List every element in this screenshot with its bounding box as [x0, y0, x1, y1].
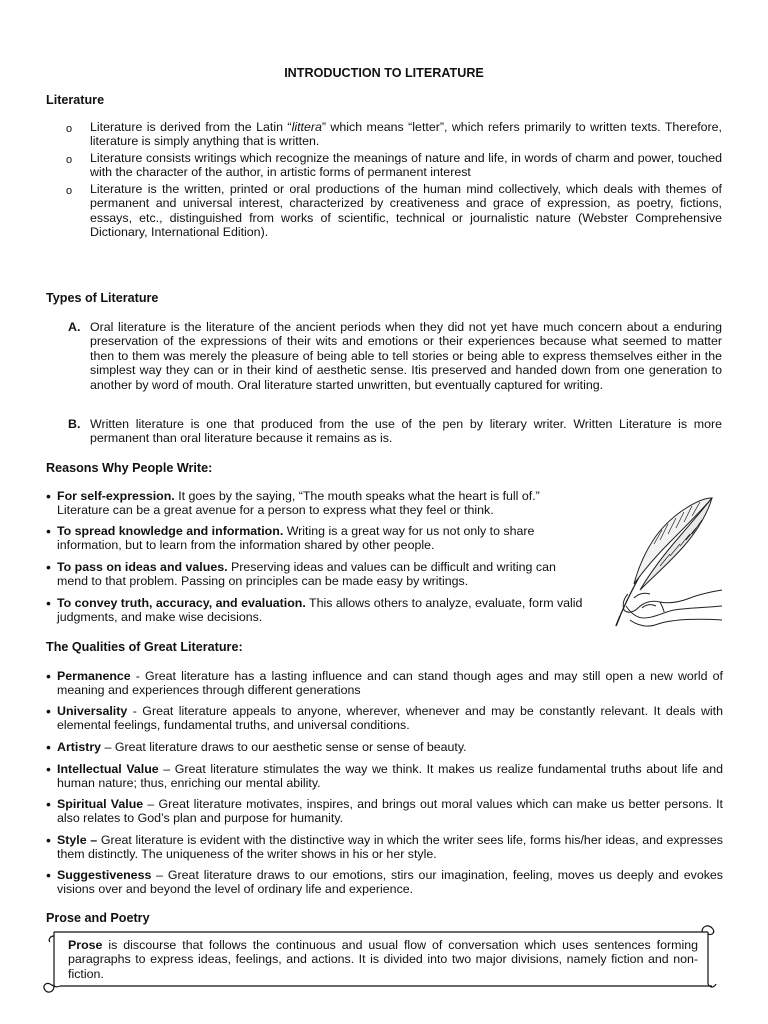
list-bullet: • — [46, 796, 51, 812]
list-bullet: • — [46, 523, 51, 539]
reason-title: To spread knowledge and information. — [57, 524, 284, 538]
quality-text: - Great literature has a lasting influence and can stand though ages and may still open a new world of meaning and experiences through different generations — [57, 669, 723, 698]
list-bullet: • — [46, 488, 51, 504]
quality-text: Great literature is evident with the distinctive way in which the writer sees life, forms his/her ideas, and expresses them distinctly. The uniqueness of the writer shows in his or her style. — [57, 833, 724, 862]
written-literature-text: Written literature is one that produced from the use of the pen by literary writer. Written Literature is more permanent than oral literature because it remains as is. — [90, 417, 722, 446]
quality-title: Universality — [57, 704, 128, 718]
list-bullet: • — [46, 595, 51, 611]
quality-text: – Great literature draws to our aesthetic sense or sense of beauty. — [101, 740, 467, 754]
literature-definition-2: Literature consists writings which recognize the meanings of nature and life, in words of charm and power, touched with the character of the author, in artistic forms of permanent interest — [90, 151, 722, 180]
reason-title: To convey truth, accuracy, and evaluation. — [57, 596, 306, 610]
literature-definition-1 — [90, 120, 722, 149]
list-bullet: • — [46, 668, 51, 684]
reason-item — [57, 489, 584, 518]
reason-text: This allows others to analyze, evaluate, form valid judgments, and make wise decisions. — [57, 596, 583, 625]
item-letter-b: B. — [68, 417, 81, 431]
quality-item — [57, 797, 723, 826]
list-bullet: o — [66, 123, 73, 135]
latin-term: littera — [291, 120, 322, 134]
list-bullet: • — [46, 832, 51, 848]
quality-text: – Great literature motivates, inspires, and brings out moral values which can make us better persons. It also relates to God’s plan and purpose for humanity. — [57, 797, 723, 826]
reason-item — [57, 524, 584, 553]
quality-item — [57, 868, 723, 897]
prose-poetry-heading: Prose and Poetry — [46, 911, 150, 925]
reason-item — [57, 560, 584, 589]
list-bullet: • — [46, 761, 51, 777]
quality-title: Style – — [57, 833, 98, 847]
list-bullet: o — [66, 154, 73, 166]
list-bullet: • — [46, 559, 51, 575]
quality-title: Artistry — [57, 740, 102, 754]
reason-text: Writing is a great way for us not only to share information, but to learn from the information shared by other people. — [57, 524, 535, 553]
quality-item — [57, 669, 723, 698]
item-letter-a: A. — [68, 320, 81, 334]
reason-title: For self-expression. — [57, 489, 175, 503]
literature-heading: Literature — [46, 93, 105, 107]
quality-item — [57, 762, 723, 791]
list-bullet: o — [66, 185, 73, 197]
reasons-heading: Reasons Why People Write: — [46, 461, 213, 475]
quill-hand-icon — [604, 494, 724, 634]
list-bullet: • — [46, 867, 51, 883]
quality-title: Permanence — [57, 669, 131, 683]
types-heading: Types of Literature — [46, 291, 159, 305]
reason-item — [57, 596, 584, 625]
reason-text: Preserving ideas and values can be difficult and writing can mend to that problem. Passing on principles can be made easy by writings. — [57, 560, 556, 589]
quality-item — [57, 740, 723, 754]
reason-text: It goes by the saying, “The mouth speaks what the heart is full of.” Literature can be a great avenue for a person to express what they feel or think. — [57, 489, 540, 518]
quality-item — [57, 833, 723, 862]
list-bullet: • — [46, 739, 51, 755]
quality-text: – Great literature draws to our emotions, stirs our imagination, feeling, moves us deeply and evokes visions over and beyond the level of ordinary life and experience. — [57, 868, 723, 897]
prose-text: is discourse that follows the continuous and usual flow of conversation which uses sentences forming paragraphs to express ideas, feelings, and actions. It is divided into two major divisions, namely fiction and non-fiction. — [68, 938, 698, 981]
definition-text-pre: Literature is derived from the Latin “ — [90, 120, 292, 134]
quality-title: Spiritual Value — [57, 797, 144, 811]
quality-title: Suggestiveness — [57, 868, 152, 882]
definition-text-post: ” which means “letter”, which refers primarily to written texts. Therefore, literature is simply anything that is written. — [90, 120, 723, 149]
quality-title: Intellectual Value — [57, 762, 159, 776]
oral-literature-text: Oral literature is the literature of the ancient periods when they did not yet have much concern about a enduring preservation of the expressions of their wits and emotions or their experiences because what seemed to matter then to them was merely the pleasure of being able to tell stories or being able to express themselves either in the simplest way they can or in their kind of aesthetic sense. Itis preserved and handed down from one generation to another by word of mouth. Oral literature started unwritten, but eventually captured for writing. — [90, 320, 722, 392]
qualities-heading: The Qualities of Great Literature: — [46, 640, 243, 654]
quality-item — [57, 704, 723, 733]
list-bullet: • — [46, 703, 51, 719]
quality-text: - Great literature appeals to anyone, wherever, whenever and may be constantly relevant. It deals with elemental feelings, fundamental truths, and universal conditions. — [57, 704, 723, 733]
literature-definition-3: Literature is the written, printed or oral productions of the human mind collectively, which deals with themes of permanent and universal interest, characterized by creativeness and grace of expression, as poetry, fictions, essays, etc., distinguished from works of scientific, technical or journalistic nature (Webster Comprehensive Dictionary, International Edition). — [90, 182, 722, 240]
reason-title: To pass on ideas and values. — [57, 560, 228, 574]
prose-definition — [68, 938, 698, 981]
page-title: INTRODUCTION TO LITERATURE — [284, 66, 484, 80]
quality-text: – Great literature stimulates the way we think. It makes us realize fundamental truths about life and human nature; thus, enriching our mental ability. — [57, 762, 723, 791]
prose-term: Prose — [68, 938, 103, 952]
